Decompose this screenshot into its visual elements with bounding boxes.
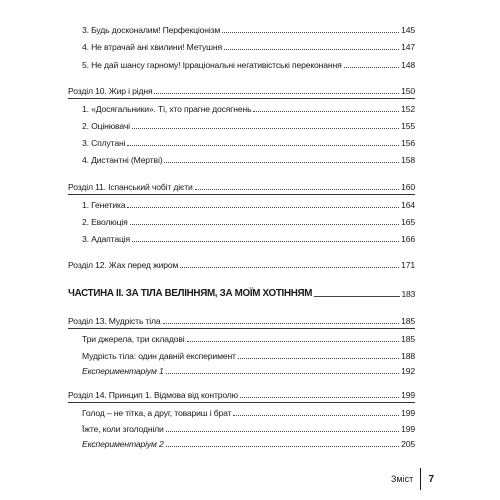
part-leader — [314, 296, 399, 297]
toc-chapter — [68, 312, 415, 326]
toc-entry — [68, 404, 415, 418]
toc-entry-page: 155 — [401, 121, 415, 131]
toc-entry — [68, 56, 415, 70]
dot-leader — [166, 373, 399, 374]
dot-leader — [344, 67, 400, 68]
toc-entry-title: Розділ 12. Жах перед жиром — [68, 260, 179, 270]
toc-entry-page: 199 — [401, 424, 415, 434]
page-number: 7 — [428, 473, 434, 485]
toc-entry-title: 1. Генетика — [82, 200, 126, 210]
toc-entry-page: 188 — [401, 351, 415, 361]
page-footer — [391, 468, 434, 490]
dot-leader — [233, 415, 399, 416]
chapter-rule — [68, 98, 415, 99]
dot-leader — [130, 224, 399, 225]
toc-entry-page: 165 — [401, 217, 415, 227]
toc-entry-page: 199 — [401, 408, 415, 418]
toc-entry-page: 164 — [401, 200, 415, 210]
toc-chapter — [68, 256, 415, 270]
toc-entry-title: Експериментаріум 1 — [82, 366, 164, 376]
dot-leader — [180, 267, 399, 268]
toc-entry-title: 4. Не втрачай ані хвилини! Метушня — [82, 42, 222, 52]
toc-entry-title: Три джерела, три складові — [82, 334, 185, 344]
toc-entry-title: 2. Оцінювачі — [82, 121, 130, 131]
toc-chapter — [68, 386, 415, 400]
dot-leader — [132, 241, 399, 242]
toc-entry — [68, 230, 415, 244]
toc-entry — [68, 435, 415, 449]
toc-entry-page: 171 — [401, 260, 415, 270]
toc-entry-title: 3. Сплутані — [82, 138, 126, 148]
toc-entry-title: 2. Еволюція — [82, 217, 128, 227]
toc-entry-page: 160 — [401, 182, 415, 192]
toc-entry — [68, 38, 415, 52]
toc-entry — [68, 117, 415, 131]
toc-entry-page: 183 — [401, 289, 415, 299]
toc-entry-title: ЧАСТИНА II. ЗА ТІЛА ВЕЛІННЯМ, ЗА МОЇМ ХОТІННЯМ — [68, 288, 313, 299]
dot-leader — [132, 128, 399, 129]
toc-entry-page: 158 — [401, 155, 415, 165]
toc-entry-title: Розділ 14. Принцип 1. Відмова від контролю — [68, 390, 238, 400]
chapter-rule — [68, 328, 415, 329]
toc-entry — [68, 420, 415, 434]
dot-leader — [187, 341, 400, 342]
toc-entry-title: 3. Будь досконалим! Перфекціонізм — [82, 25, 221, 35]
toc-entry — [68, 21, 415, 35]
toc-chapter — [68, 82, 415, 96]
toc-entry-title: 3. Адаптація — [82, 234, 131, 244]
toc-entry-title: 4. Дистантні (Мертві) — [82, 155, 163, 165]
toc-entry-title: Розділ 13. Мудрість тіла — [68, 316, 161, 326]
footer-section-label: Зміст — [391, 474, 414, 484]
chapter-rule — [68, 194, 415, 195]
chapter-rule — [68, 402, 415, 403]
toc-entry-page: 185 — [401, 334, 415, 344]
toc-entry-page: 148 — [401, 60, 415, 70]
toc-entry-page: 205 — [401, 439, 415, 449]
dot-leader — [238, 358, 399, 359]
toc-entry-title: 1. «Досягальники». Ті, хто прагне досягнень — [82, 104, 252, 114]
toc-entry — [68, 100, 415, 114]
toc-entry-page: 185 — [401, 316, 415, 326]
toc-chapter — [68, 178, 415, 192]
dot-leader — [224, 49, 399, 50]
toc-entry-page: 145 — [401, 25, 415, 35]
toc-part-heading — [68, 283, 415, 299]
toc-entry-title: Розділ 10. Жир і рідня — [68, 86, 153, 96]
toc-entry-title: Експериментаріум 2 — [82, 439, 164, 449]
toc-entry-page: 199 — [401, 390, 415, 400]
toc-entry — [68, 347, 415, 361]
toc-entry-title: Голод – не тітка, а друг, товариш і брат — [82, 408, 232, 418]
toc-entry-page: 147 — [401, 42, 415, 52]
dot-leader — [154, 93, 399, 94]
dot-leader — [127, 145, 399, 146]
dot-leader — [253, 111, 399, 112]
toc-entry-page: 152 — [401, 104, 415, 114]
dot-leader — [127, 207, 399, 208]
toc-entry-page: 150 — [401, 86, 415, 96]
dot-leader — [240, 397, 399, 398]
toc-entry-title: Мудрість тіла: один давній експеримент — [82, 351, 236, 361]
toc-entry-page: 166 — [401, 234, 415, 244]
dot-leader — [195, 189, 399, 190]
toc-entry — [68, 213, 415, 227]
toc-entry-title: Розділ 11. Іспанський чобіт дієти — [68, 182, 193, 192]
toc-entry-title: Їжте, коли зголодніли — [82, 424, 164, 434]
toc-entry — [68, 134, 415, 148]
dot-leader — [166, 446, 399, 447]
toc-entry-title: 5. Не дай шансу гарному! Ірраціональні негативістські переконання — [82, 60, 342, 70]
dot-leader — [164, 162, 399, 163]
toc-entry — [68, 362, 415, 376]
toc-entry — [68, 151, 415, 165]
dot-leader — [166, 431, 399, 432]
toc-entry-page: 192 — [401, 366, 415, 376]
toc-entry — [68, 330, 415, 344]
dot-leader — [222, 32, 399, 33]
toc-entry-page: 156 — [401, 138, 415, 148]
dot-leader — [163, 323, 400, 324]
toc-entry — [68, 196, 415, 210]
